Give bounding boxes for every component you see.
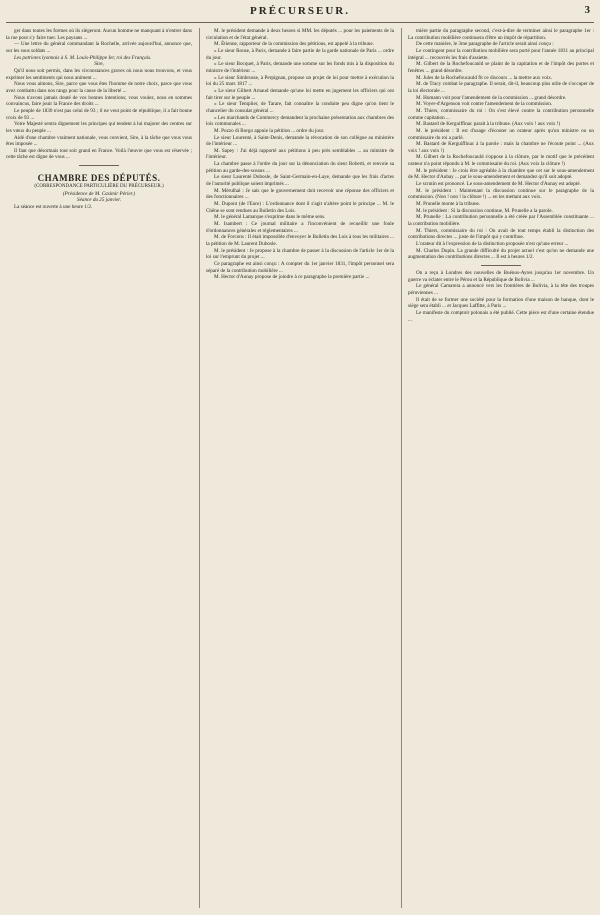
paragraph: M. Prunelle : La contribution personnelle a été créée par l'Assemblée constituante ... la contribution mobilière.: [408, 214, 594, 228]
column-1: [6, 28, 192, 908]
paragraph: M. Sapey : J'ai déjà rapporté aux pétitions à peu près semblables ... au ministre de l'intérieur.: [206, 147, 394, 161]
paragraph: M. Étienne, rapporteur de la commission des pétitions, est appelé à la tribune.: [214, 41, 374, 48]
paragraph: « Le sieur Gilbert Arnaud demande qu'une loi mette en jugement les officiers qui ont fait tirer sur le peuple ...: [206, 87, 394, 101]
section-title: CHAMBRE DES DÉPUTÉS.: [37, 173, 161, 184]
paragraph: Le scrutin est prononcé. Le sous-amendement de M. Hector d'Aunay est adopté.: [416, 181, 581, 188]
paragraph: Il était de se former une société pour la formation d'une maison de banque, dont le siège sera établi ... et Jacques Laffitte, à Paris ...: [408, 296, 594, 310]
paragraph: M. Thiers, commissaire du roi : On avait de tout temps établi la distinction des contributions directes ... juste de l'impôt qui y contribue.: [408, 227, 594, 241]
page-header: [0, 0, 600, 22]
paragraph: M. Mérulhal : Je sais que le gouvernement doit recevoir une réponse des officiers et des fonctionnaires ...: [206, 187, 394, 201]
paragraph: Le sieur Laurenté Dubosle, de Saint-Germain-en-Laye, demande que les frais d'actes de l'autorité publique soient imprimés ...: [206, 174, 394, 188]
paragraph: M. de Forcons : Il était impossible d'envoyer le Bulletin des Lois à tous les militaires ... la pétition de M. Laurent Dubosle.: [206, 234, 394, 247]
paragraph: M. Gilbert de la Rochefoucauld se plaint de la capitation et de l'impôt des portes et fenêtres ... grand désordre.: [408, 61, 594, 74]
paragraph: Le peuple de 1830 n'est pas celui de 93 ; il ne veut point de république, il a fait bonne croix de 93 ...: [6, 107, 192, 121]
section-rule: [79, 165, 119, 166]
salutation: Sire,: [94, 61, 104, 68]
paragraph: Aidé d'une chambre vraiment nationale, vous convient, Sire, à la tâche que vous vous êtes imposée ...: [6, 134, 192, 148]
paragraph: M. le président : Maintenant la discussion continue sur le paragraphe de la commission. (Non ! non ! la clôture !) ... en les mettant aux voix.: [408, 187, 594, 201]
session-line: Séance du 25 janvier.: [77, 197, 121, 204]
paragraph: M. Voyer-d'Argenson voit contre l'amendement de la commission.: [416, 101, 553, 108]
paragraph: M. Bastard de Kerguiffinac à la parole : mais la chambre ne l'écoute point ... (Aux voix ! aux voix !): [408, 141, 594, 154]
paragraph: M. Isambert : Ce journal militaire a l'inconvénient de recueillir une foule d'ordonnances générales et réglementaires ...: [206, 221, 394, 234]
paragraph: M. le président demande à deux heures si MM. les députés ... pour les paiements de la circulation et de l'état général.: [206, 28, 394, 41]
paragraph: « Le sieur Templier, de Tarare, fait connaître la conduite peu digne qu'on tient le chancelier du consulat général ...: [206, 101, 394, 114]
paragraph: Votre Majesté sentra dignement les principes qui tendent à lui majorer des centres sur les vœux du peuple ...: [6, 121, 192, 134]
paragraph: mière partie du paragraphe second, c'est-à-dire de terminer ainsi le paragraphe 1er : La contribution mobilière continuera d'être un impôt de répartition.: [408, 28, 594, 41]
paragraph: Nous n'avons jamais douté de vos bonnes intentions; vous voulez, nous en sommes convaincus, faire jouir la France des droits ...: [6, 94, 192, 108]
paragraph: M. le général Lamarque s'exprime dans le même sens.: [214, 214, 326, 221]
paragraph: La chambre passe à l'ordre du jour sur la dénonciation du sieur Roberti, et renvoie sa pétition au garde-des-sceaux ...: [206, 161, 394, 174]
paragraph: — Une lettre du général commandant la Rochelle, arrivée aujourd'hui, annonce que, sur les sous soldats ...: [6, 41, 192, 54]
paragraph: Il faut que désormais tout soit grand en France. Voilà l'œuvre que vous est réservée ; cette tâche est digne de vous ...: [6, 147, 192, 161]
paragraph: M. le président : Si la discussion continue, M. Prunelle a la parole.: [416, 207, 553, 214]
paragraph: M. Thiers, commissaire du roi : On s'est élevé contre la contribution personnelle comme capitation ...: [408, 107, 594, 121]
paragraph: Le manifeste du comptoir polonais a été publié. Cette pièce est d'une certaine étendue ...: [408, 309, 594, 323]
paragraph: M. Charles Dupin. La grande difficulté du projet actuel c'est qu'on ne demande une augmentation des contributions directes ... Il est à heures 1/2.: [408, 247, 594, 261]
section-rule: [481, 265, 521, 266]
address-heading: Les patriotes lyonnais à S. M. Louis-Philippe Ier, roi des Français.: [14, 54, 152, 61]
paragraph: M. le président : Je propose à la chambre de passer à la discussion de l'article 1er de la loi sur l'emprunt du projet ...: [206, 247, 394, 261]
presidency-line: (Présidence de M. Casimir Périer.): [62, 190, 136, 197]
paragraph: « Le sieur Bocquet, à Paris, demande une somme sur les fonds mis à la disposition du ministre de l'intérieur ...: [206, 61, 394, 74]
paragraph: Ce paragraphe est ainsi conçu : A compter du 1er janvier 1831, l'impôt personnel sera séparé de la contribution mobilière ...: [206, 260, 394, 274]
paragraph: M. Jules de la Rochefoucauld fit ce discours ... la mettre aux voix.: [416, 74, 553, 81]
paragraph: Le contingent pour la contribution mobilière sera porté pour l'année 1831 au principal intégral ... recouvrés les frais d'assiette.: [408, 47, 594, 61]
paragraph: M. de Tracy combat le paragraphe. Il serait, dit-il, beaucoup plus utile de s'occuper de la loi électorale ...: [408, 81, 594, 94]
masthead: PRÉCURSEUR.: [250, 5, 350, 17]
paragraph: M. Dupont (de l'Eure) : L'ordonnance dont il s'agit n'altère point le principe ... M. le Chêne se sont rendues au Bulletin des Lois.: [206, 201, 394, 214]
paragraph: M. Bastard de Kerguiffinac parait à la tribune. (Aux voix ! aux voix !): [416, 121, 561, 128]
paragraph: ger dans toutes les formes où ils siègeront. Aucun homme ne manquant à n'entrer dans la rue pour s'y faire tuer. Les paysans ...: [6, 28, 192, 41]
paragraph: M. Humann voit pour l'amendement de la commission ... grand désordre.: [416, 94, 567, 101]
paragraph: M. Pozzo di Borgo appuie la pétition ... ordre du jour.: [214, 127, 325, 134]
column-3: [408, 28, 594, 908]
paragraph: Le général Camarera a annoncé vers les frontières de Bolivia, à la tête des troupes péruviennes ...: [408, 283, 594, 296]
paragraph: La séance est ouverte à une heure 1/2.: [14, 203, 93, 210]
paragraph: L'orateur dit à l'expression de la distinction proposée n'est qu'une erreur ...: [416, 241, 569, 247]
header-rule: [6, 22, 594, 23]
section-subtitle: (CORRESPONDANCE PARTICULIÈRE DU PRÉCURSEUR.): [34, 184, 164, 190]
paragraph: M. le président : Je crois être agréable à la chambre que cet sur le sous-amendement de M. Hector d'Aubay ... par le sous-amendement et demandez qu'il soit adopté.: [408, 167, 594, 181]
paragraph: Nous vous aimons, Sire, parce que vous êtes l'homme de notre choix, parce que vous avez combattu dans nos rangs pour la cause de la liberté ...: [6, 81, 192, 94]
column-2: [206, 28, 394, 908]
paragraph: Le sieur Lourenté, à Saint-Denis, demande la révocation de son collègue au ministère de l'intérieur ...: [206, 134, 394, 148]
paragraph: Qu'il nous soit permis, dans les circonstances graves où nous nous trouvons, et vous exprimer les sentiments qui nous animent ...: [6, 67, 192, 81]
paragraph: De cette manière, le 3me paragraphe de l'article serait ainsi conçu :: [416, 41, 554, 48]
paragraph: On a reçu à Londres des nouvelles de Buénos-Ayres jusqu'au 1er novembre. Un guerre va éclater entre le Pérou et la République de Bolivia ...: [408, 269, 594, 283]
paragraph: « Les marchands de Commercy demandent la prochaine présentation aux chambres des lois communales ...: [206, 114, 394, 128]
paragraph: M. Prunelle monte à la tribune.: [416, 201, 481, 208]
column-divider: [199, 28, 200, 908]
column-divider: [401, 28, 402, 908]
paragraph: M. Hector d'Aunay propose de joindre à ce paragraphe la première partie ...: [214, 274, 370, 281]
paragraph: « Le sieur Rouse, à Paris, demande à faire partie de la garde nationale de Paris ... ordre du jour.: [206, 47, 394, 61]
page-number: 3: [584, 4, 590, 16]
paragraph: « Le sieur Simbrusse, à Perpignan, propose un projet de loi pour mettre à exécution la loi du 25 mars 1817 ...: [206, 74, 394, 88]
paragraph: M. le président : Il est d'usage d'écouter un orateur après qu'un ministre ou un commissaire du roi a parlé.: [408, 127, 594, 141]
paragraph: M. Gilbert de la Rochefoucauld s'oppose à la clôture, par le motif que le précédent orateur n'a point répondu à M. le commissaire du roi. (Aux voix la clôture !): [408, 154, 594, 168]
